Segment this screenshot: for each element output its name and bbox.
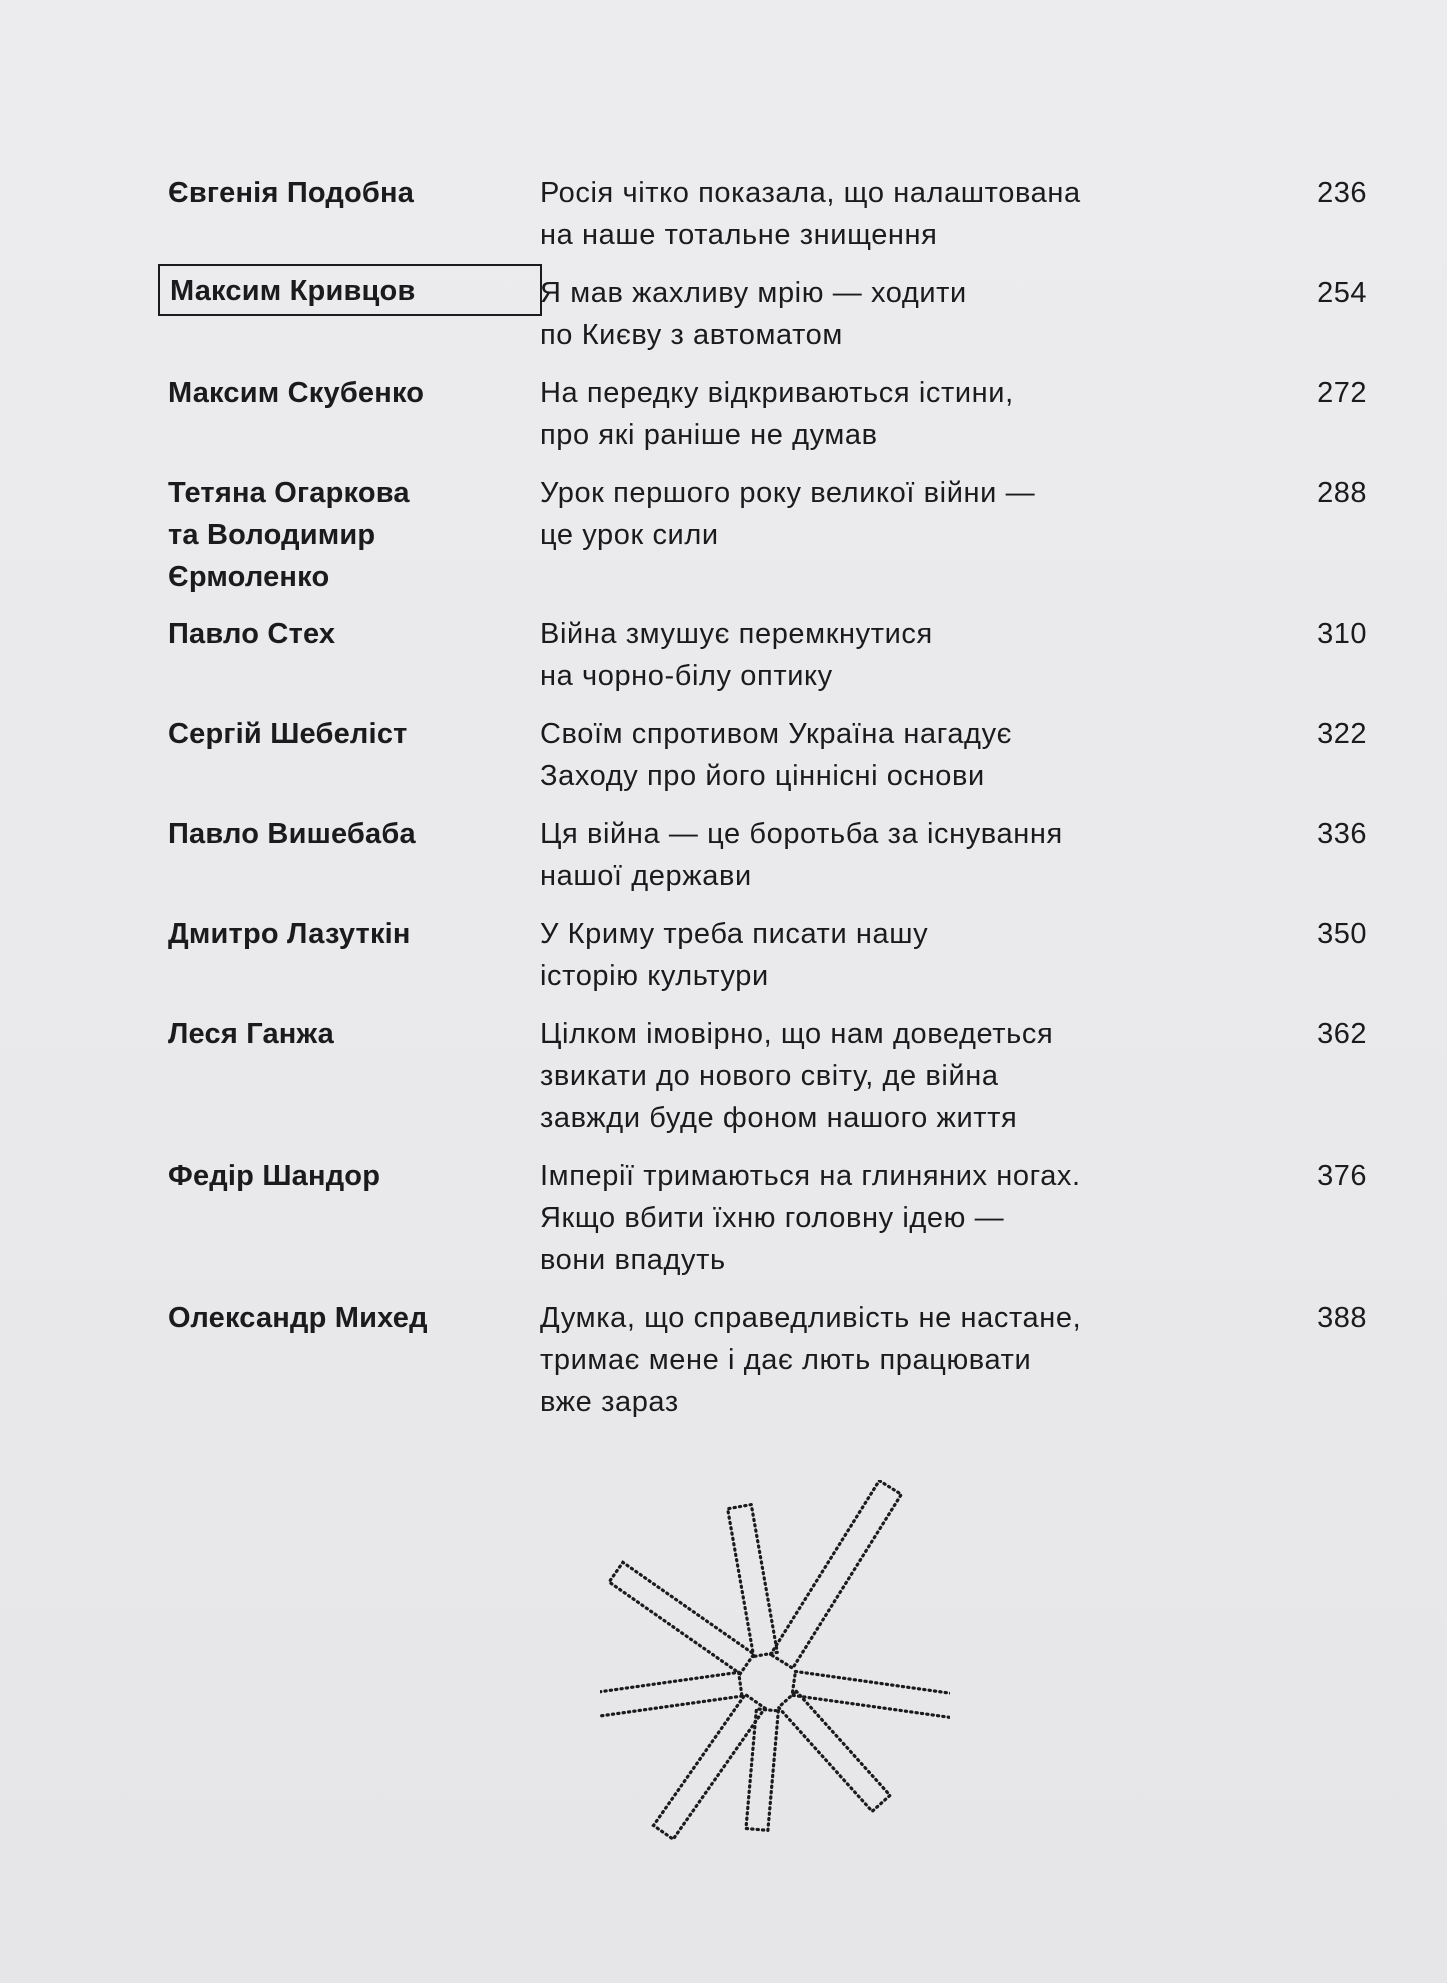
entry-page-number: 376 [1317, 1160, 1367, 1192]
entry-title-line: Думка, що справедливість не настане, [540, 1302, 1082, 1334]
entry-title-line: тримає мене і дає лють працювати [540, 1344, 1032, 1376]
entry-title-line: Якщо вбити їхню головну ідею — [540, 1202, 1005, 1234]
entry-title-line: Цілком імовірно, що нам доведеться [540, 1018, 1054, 1050]
entry-author: Сергій Шебеліст [168, 718, 408, 750]
entry-page-number: 310 [1317, 618, 1367, 650]
entry-title-line: Росія чітко показала, що налаштована [540, 177, 1081, 209]
entry-page-number: 254 [1317, 277, 1367, 309]
entry-title-line: вже зараз [540, 1386, 679, 1418]
entry-author: Павло Стех [168, 618, 336, 650]
entry-title-line: Своїм спротивом Україна нагадує [540, 718, 1013, 750]
entry-title [540, 1297, 1180, 1423]
entry-title-line: Урок першого року великої війни — [540, 477, 1036, 509]
entry-author [168, 472, 528, 598]
entry-title [540, 1013, 1180, 1139]
entry-title [540, 1155, 1180, 1281]
entry-title-line: Ця війна — це боротьба за існування [540, 818, 1063, 850]
entry-title-line: У Криму треба писати нашу [540, 918, 929, 950]
entry-title-line: завжди буде фоном нашого життя [540, 1102, 1018, 1134]
entry-title [540, 472, 1180, 556]
entry-author: Федір Шандор [168, 1160, 381, 1192]
entry-title-line: по Києву з автоматом [540, 319, 843, 351]
entry-page-number: 388 [1317, 1302, 1367, 1334]
entry-title-line: історію культури [540, 960, 769, 992]
entry-author-highlighted: Максим Кривцов [158, 264, 542, 316]
ornament-arm [609, 1562, 754, 1673]
entry-title-line: на чорно-білу оптику [540, 660, 833, 692]
entry-title [540, 913, 1180, 997]
entry-title [540, 272, 1180, 356]
entry-title-line: нашої держави [540, 860, 752, 892]
entry-page-number: 362 [1317, 1018, 1367, 1050]
entry-author: Дмитро Лазуткін [168, 918, 411, 950]
dotted-asterisk-icon [600, 1480, 950, 1880]
entry-page-number: 236 [1317, 177, 1367, 209]
entry-title-line: Війна змушує перемкнутися [540, 618, 933, 650]
entry-title-line: Заходу про його ціннісні основи [540, 760, 985, 792]
entry-title [540, 813, 1180, 897]
entry-title-line: Я мав жахливу мрію — ходити [540, 277, 967, 309]
entry-title [540, 713, 1180, 797]
entry-page-number: 350 [1317, 918, 1367, 950]
entry-author: Максим Скубенко [168, 377, 425, 409]
entry-page-number: 336 [1317, 818, 1367, 850]
entry-title-line: звикати до нового світу, де війна [540, 1060, 999, 1092]
entry-title-line: вони впадуть [540, 1244, 726, 1276]
entry-author: Олександр Михед [168, 1302, 428, 1334]
entry-title [540, 613, 1180, 697]
entry-title [540, 172, 1180, 256]
entry-page-number: 272 [1317, 377, 1367, 409]
entry-author: Євгенія Подобна [168, 177, 415, 209]
entry-title-line: Імперії тримаються на глиняних ногах. [540, 1160, 1081, 1192]
ornament-arm [728, 1505, 778, 1657]
entry-title [540, 372, 1180, 456]
ornament-arm [771, 1481, 902, 1669]
entry-title-line: На передку відкриваються істини, [540, 377, 1014, 409]
ornament-arm [600, 1672, 742, 1717]
entry-author: Леся Ганжа [168, 1018, 334, 1050]
entry-author-line: та Володимир [168, 519, 376, 551]
entry-author-line: Тетяна Огаркова [168, 477, 410, 509]
entry-page-number: 288 [1317, 477, 1367, 509]
entry-title-line: про які раніше не думав [540, 419, 878, 451]
entry-page-number: 322 [1317, 718, 1367, 750]
entry-author-line: Єрмоленко [168, 561, 330, 593]
entry-title-line: на наше тотальне знищення [540, 219, 938, 251]
entry-title-line: це урок сили [540, 519, 719, 551]
entry-author: Павло Вишебаба [168, 818, 416, 850]
ornament-arm [778, 1691, 890, 1811]
